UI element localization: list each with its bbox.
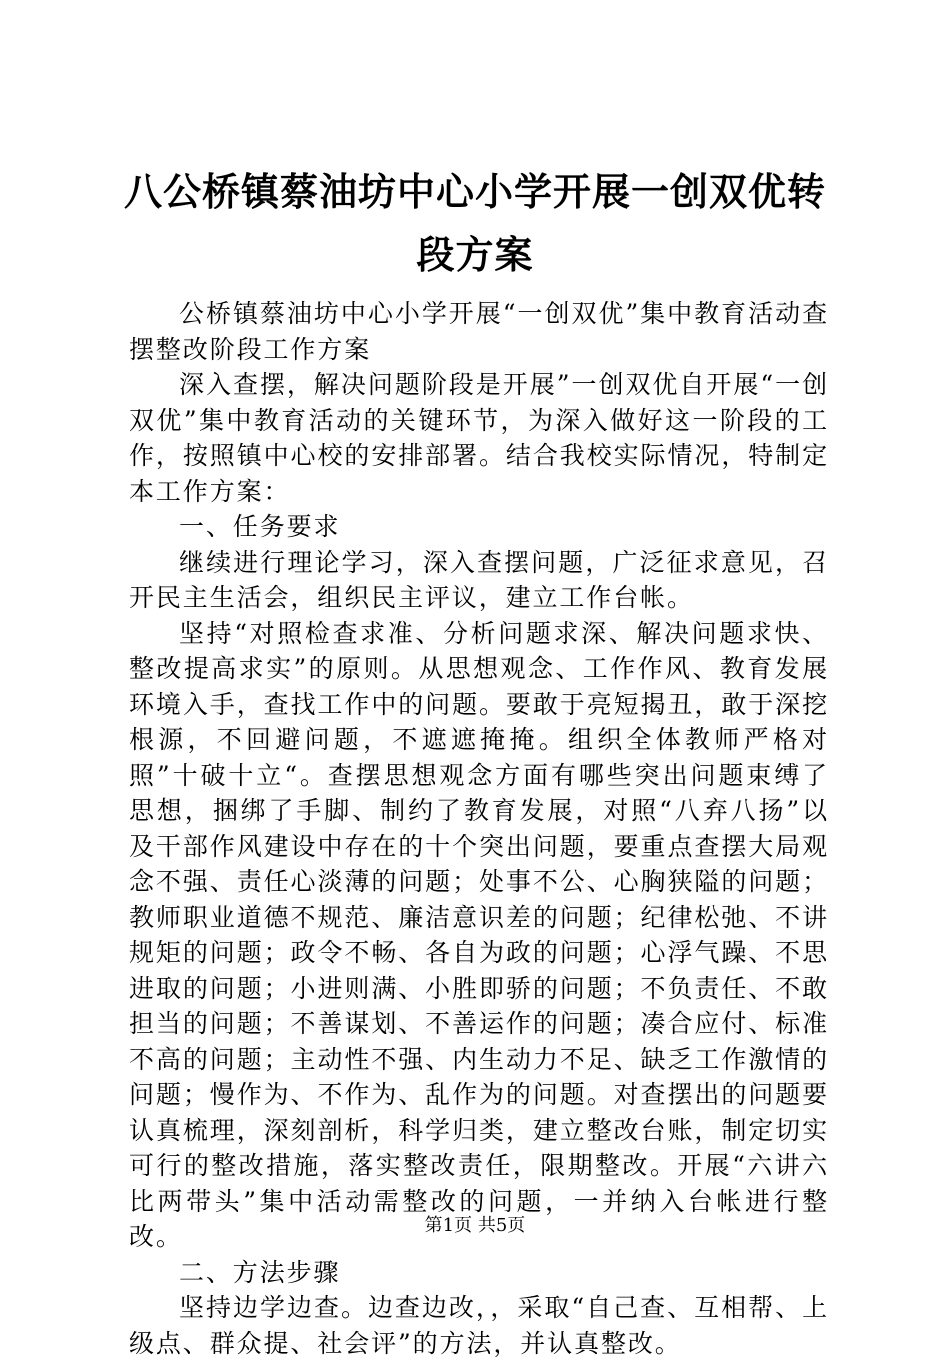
paragraph-principles: 坚持“对照检查求准、分析问题求深、解决问题求快、整改提高求实”的原则。从思想观念、工作作风、教育发展环境入手，查找工作中的问题。要敢于亮短揭丑，敢于深挖根源，不回避问题，不遮遮掩掩。组织全体教师严格对照”十破十立“。查摆思想观念方面有哪些突出问题束缚了思想，捆绑了手脚、制约了教育发展，对照“八弃八扬”以及干部作风建设中存在的十个突出问题，要重点查摆大局观念不强、责任心淡薄的问题；处事不公、心胸狭隘的问题；教师职业道德不规范、廉洁意识差的问题；纪律松弛、不讲规矩的问题；政令不畅、各自为政的问题；心浮气躁、不思进取的问题；小进则满、小胜即骄的问题；不负责任、不敢担当的问题；不善谋划、不善运作的问题；凑合应付、标准不高的问题；主动性不强、内生动力不足、缺乏工作激情的问题；慢作为、不作为、乱作为的问题。对查摆出的问题要认真梳理，深刻剖析，科学归类，建立整改台账，制定切实可行的整改措施，落实整改责任，限期整改。开展“六讲六比两带头”集中活动需整改的问题，一并纳入台帐进行整改。 xyxy=(129,618,829,1251)
paragraph-tasks: 继续进行理论学习，深入查摆问题，广泛征求意见，召开民主生活会，组织民主评议，建立工作台帐。 xyxy=(129,547,829,612)
page-footer: 第1页 共5页 xyxy=(424,1215,526,1236)
section-heading-tasks: 一、任务要求 xyxy=(179,512,341,541)
paragraph-intro: 深入查摆，解决问题阶段是开展”一创双优自开展“一创双优”集中教育活动的关键环节，为深入做好这一阶段的工作，按照镇中心校的安排部署。结合我校实际情况，特制定本工作方案： xyxy=(129,370,829,506)
paragraph-subtitle: 公桥镇蔡油坊中心小学开展“一创双优”集中教育活动查摆整改阶段工作方案 xyxy=(129,299,829,364)
document-title: 八公桥镇蔡油坊中心小学开展一创双优转段方案 xyxy=(123,169,826,277)
paragraph-methods: 坚持边学边查。边查边改，，采取“自己查、互相帮、上级点、群众提、社会评”的方法，并认真整改。 xyxy=(129,1293,829,1358)
section-heading-methods: 二、方法步骤 xyxy=(179,1257,341,1287)
document-body xyxy=(129,296,829,1361)
